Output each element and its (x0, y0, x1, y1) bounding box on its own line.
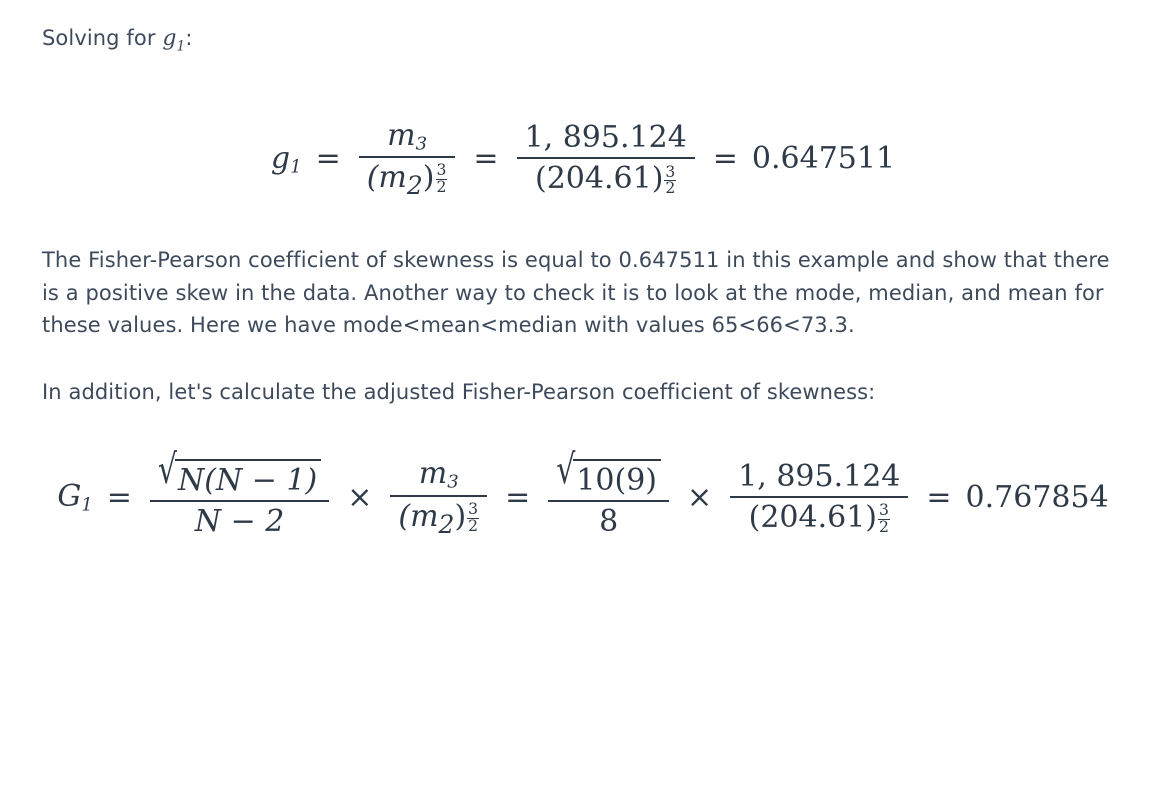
eq1-frac1-num-sub: 3 (415, 133, 428, 155)
eq2-frac2-num-base: m (418, 456, 448, 492)
eq1-frac1-den-base: (m (366, 160, 407, 196)
eq2-frac4-den-exponent (878, 503, 890, 536)
eq1-frac1-num-base: m (387, 117, 416, 153)
eq1-equals-1: = (315, 141, 341, 177)
eq1-frac1-den-close: ) (422, 160, 435, 196)
eq2-frac4-denominator (741, 498, 898, 538)
intro-line (42, 22, 1124, 58)
eq1-frac1-numerator (379, 116, 435, 157)
eq2-frac3-denominator: 8 (599, 504, 619, 540)
eq1-result: 0.647511 (751, 141, 896, 177)
eq1-frac2-numerator: 1, 895.124 (524, 120, 687, 156)
eq2-frac2-numerator (411, 454, 467, 495)
eq2-frac2-denominator (390, 497, 487, 541)
eq2-lhs (57, 479, 92, 516)
eq2-frac1-denominator: N − 2 (194, 504, 285, 540)
eq1-lhs (271, 141, 302, 178)
eq2-frac1-radicand: N(N − 1) (175, 459, 321, 498)
eq1-frac1-denominator (359, 158, 456, 202)
eq2-frac1-numerator (150, 446, 329, 500)
eq2-frac4-den-base: (204.61) (748, 500, 877, 536)
eq2-frac2-den-base: (m (398, 498, 439, 534)
sqrt-N-N-minus-1 (157, 446, 321, 499)
eq1-frac2-den-exp-num: 3 (665, 162, 676, 181)
eq2-fraction-2 (390, 454, 487, 541)
spacer-1 (42, 202, 1124, 244)
intro-prefix: Solving for (42, 26, 163, 50)
eq2-frac2-den-exp-den: 2 (468, 517, 479, 536)
eq2-frac4-den-exp-den: 2 (879, 518, 889, 537)
eq2-equals-2: = (505, 480, 531, 516)
eq2-equals-3: = (926, 480, 952, 516)
intro-symbol (162, 26, 186, 55)
eq2-frac3-radicand: 10(9) (573, 459, 661, 498)
eq2-fraction-1 (150, 446, 329, 541)
intro-symbol-sub: 1 (176, 38, 186, 55)
eq2-frac3-numerator (548, 446, 669, 500)
eq2-frac2-den-close: ) (454, 498, 467, 534)
eq1-lhs-base: g (270, 140, 291, 176)
radical-icon: √ (157, 446, 178, 495)
intro-suffix: : (185, 26, 193, 50)
eq1-frac1-den-base-sub: 2 (406, 171, 423, 201)
eq2-fraction-3 (548, 446, 669, 541)
eq1-frac2-den-exp-den: 2 (665, 179, 676, 198)
eq2-frac2-den-exponent (467, 502, 479, 535)
eq2-times-1: × (347, 480, 373, 516)
eq1-fraction-1 (359, 116, 456, 203)
eq2-lhs-sub: 1 (81, 494, 93, 516)
equation-g1 (42, 116, 1124, 203)
eq2-frac4-numerator: 1, 895.124 (738, 459, 901, 495)
eq1-frac1-den-exponent (436, 163, 448, 196)
intro-symbol-base: g (162, 26, 177, 51)
eq1-lhs-sub: 1 (290, 156, 302, 178)
eq2-equals-1: = (106, 480, 132, 516)
eq1-fraction-2 (517, 118, 695, 199)
paragraph-skewness-explanation: The Fisher-Pearson coefficient of skewness is equal to 0.647511 in this example and show that there is a positive skew in the data. Another way to check it is to look at the mode, median, and mean for these values. Here we have mode<mean<median with values 65<66<73.3. (42, 248, 1110, 338)
eq1-frac2-den-exponent (664, 162, 676, 198)
spacer-2 (42, 342, 1124, 376)
sqrt-10-9 (556, 446, 661, 499)
eq2-times-2: × (687, 480, 713, 516)
eq1-frac1-den-exp-num: 3 (436, 161, 447, 180)
eq1-frac2-denominator (527, 159, 684, 199)
eq1-equals-2: = (473, 141, 499, 177)
eq2-lhs-base: G (57, 479, 82, 515)
eq1-frac1-den-exp-den: 2 (436, 178, 447, 197)
equation-G1 (42, 446, 1124, 541)
eq2-frac4-den-exp-num: 3 (879, 501, 889, 520)
eq2-frac2-num-sub: 3 (447, 471, 459, 493)
eq2-frac2-den-exp-num: 3 (468, 500, 479, 519)
radical-icon: √ (556, 446, 576, 495)
paragraph-adjusted-intro: In addition, let's calculate the adjusted Fisher-Pearson coefficient of skewness: (42, 379, 876, 404)
eq1-equals-3: = (712, 141, 738, 177)
eq2-fraction-4 (730, 457, 908, 538)
eq2-result: 0.767854 (965, 480, 1109, 516)
eq2-frac2-den-base-sub: 2 (438, 509, 455, 539)
eq1-frac2-den-base: (204.61) (535, 161, 664, 197)
